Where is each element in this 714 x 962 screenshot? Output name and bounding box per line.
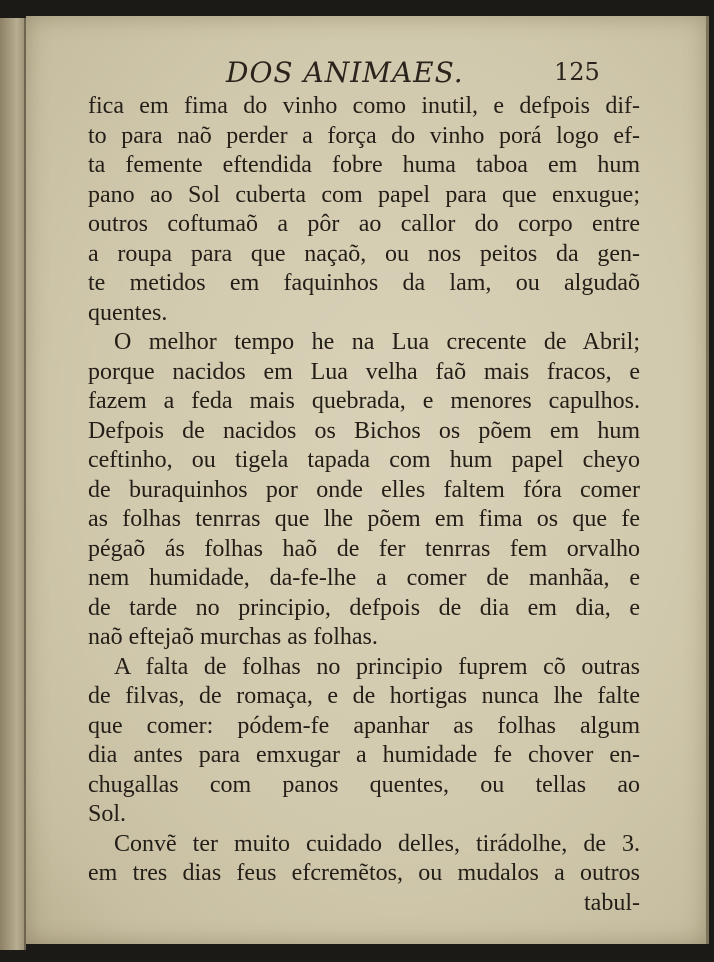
text-line: fazem a feda mais quebrada, e menores capulhos. xyxy=(88,388,640,414)
text-line: quentes. xyxy=(88,299,168,326)
text-line: pano ao Sol cuberta com papel para que enxugue; xyxy=(88,181,640,208)
text-line: Sol. xyxy=(88,801,127,827)
text-line: pégaõ ás folhas haõ de fer tenrras fem orvalho xyxy=(88,535,640,562)
text-line: ta femente eftendida fobre huma taboa em hum xyxy=(88,152,640,178)
text-line: to para naõ perder a força do vinho porá logo ef- xyxy=(88,122,640,149)
text-line: nem humidade, da-fe-lhe a comer de manhãa, e xyxy=(88,565,640,591)
text-line: que comer: pódem-fe apanhar as folhas algum xyxy=(88,712,640,739)
book-page xyxy=(26,16,709,944)
page-number: 125 xyxy=(554,58,600,86)
text-line: A falta de folhas no principio fuprem cõ outras xyxy=(114,653,640,680)
facing-page-edge xyxy=(0,18,26,950)
text-line: a roupa para que naçaõ, ou nos peitos da gen- xyxy=(88,240,640,267)
text-line: dia antes para emxugar a humidade fe chover en- xyxy=(88,742,640,768)
text-line: ceftinho, ou tigela tapada com hum papel cheyo xyxy=(88,447,640,473)
catchword: tabul- xyxy=(584,889,640,916)
text-line: naõ eftejaõ murchas as folhas. xyxy=(88,624,378,650)
text-line: outros coftumaõ a pôr ao callor do corpo entre xyxy=(88,211,640,237)
text-line: fica em fima do vinho como inutil, e defpois dif- xyxy=(88,93,640,119)
text-line: Convẽ ter muito cuidado delles, tirádolhe, de 3. xyxy=(114,830,640,857)
text-line: Defpois de nacidos os Bichos os põem em hum xyxy=(88,417,640,444)
text-line: O melhor tempo he na Lua crecente de Abril; xyxy=(114,329,640,355)
text-line: porque nacidos em Lua velha faõ mais fracos, e xyxy=(88,358,640,385)
text-line: chugallas com panos quentes, ou tellas ao xyxy=(88,771,640,798)
running-title: DOS ANIMAES. xyxy=(226,56,464,89)
body-text xyxy=(88,92,640,918)
text-line: de filvas, de romaça, e de hortigas nunca lhe falte xyxy=(88,683,640,709)
text-line: de tarde no principio, defpois de dia em dia, e xyxy=(88,594,640,621)
text-line: de buraquinhos por onde elles faltem fóra comer xyxy=(88,476,640,503)
text-line: em tres dias feus efcremẽtos, ou mudalos a outros xyxy=(88,860,640,886)
text-line: te metidos em faquinhos da lam, ou algudaõ xyxy=(88,270,640,296)
text-line: as folhas tenrras que lhe põem em fima os que fe xyxy=(88,506,640,532)
